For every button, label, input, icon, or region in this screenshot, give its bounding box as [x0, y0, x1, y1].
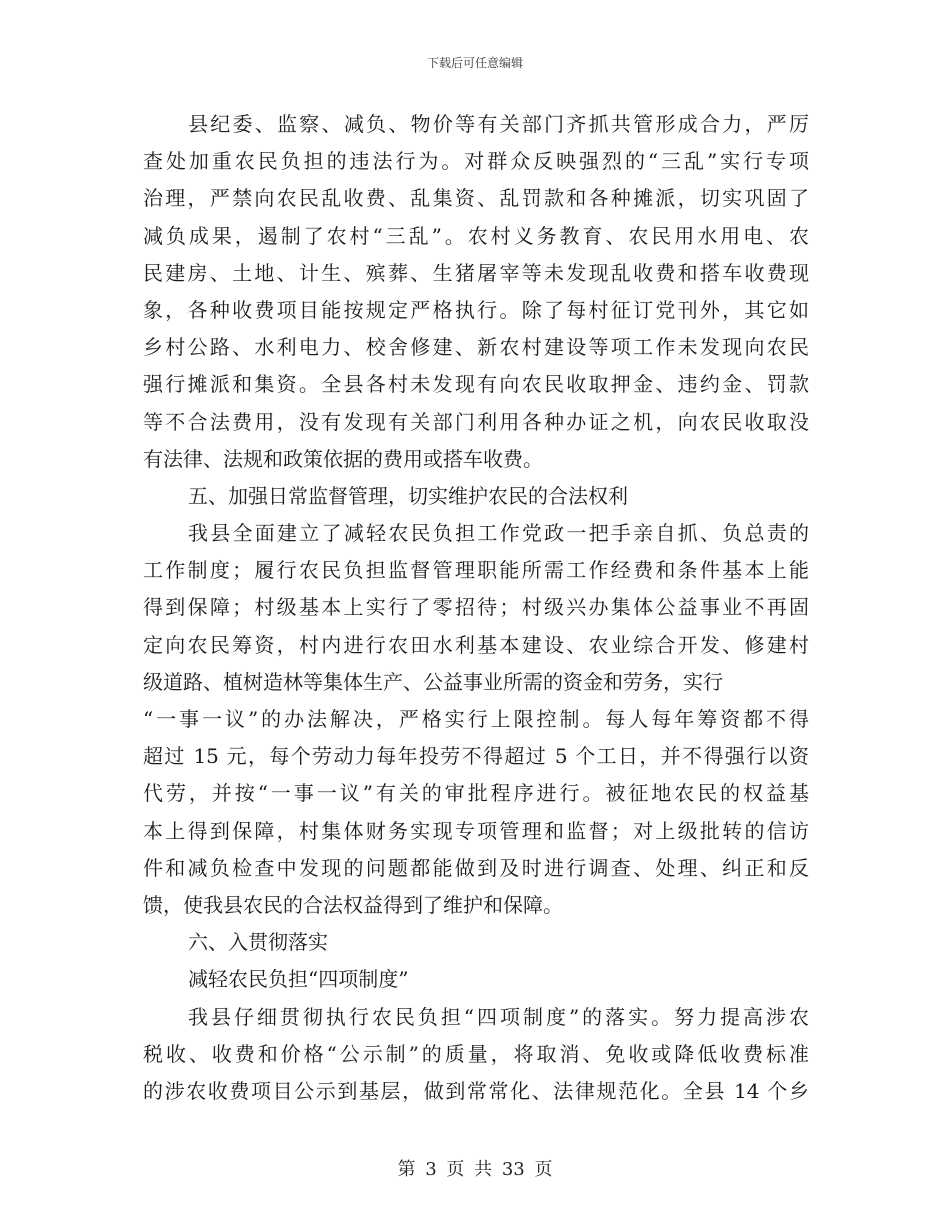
- text-line: 查处加重农民负担的违法行为。对群众反映强烈的“三乱”实行专项: [143, 149, 809, 174]
- page-number: 第 3 页 共 33 页: [397, 1159, 553, 1180]
- text-line: 代劳，并按“一事一议”有关的审批程序进行。被征地农民的权益基: [143, 781, 809, 806]
- text-line: 县纪委、监察、减负、物价等有关部门齐抓共管形成合力，严厉: [188, 112, 809, 136]
- text-line: 减负成果，遏制了农村“三乱”。农村义务教育、农民用水用电、农: [143, 223, 809, 248]
- text-line: “一事一议”的办法解决，严格实行上限控制。每人每年筹资都不得: [143, 707, 809, 731]
- text-line: 等不合法费用，没有发现有关部门利用各种办证之机，向农民收取没: [143, 409, 809, 434]
- text-line: 我县全面建立了减轻农民负担工作党政一把手亲自抓、负总责的: [188, 521, 809, 546]
- text-line: 强行摊派和集资。全县各村未发现有向农民收取押金、违约金、罚款: [143, 372, 809, 397]
- text-line: 级道路、植树造林等集体生产、公益事业所需的资金和劳务，实行: [143, 669, 723, 694]
- text-line: 我县仔细贯彻执行农民负担“四项制度”的落实。努力提高涉农: [188, 1004, 809, 1029]
- text-line: 定向农民筹资，村内进行农田水利基本建设、农业综合开发、修建村: [143, 632, 809, 657]
- text-line: 乡村公路、水利电力、校舍修建、新农村建设等项工作未发现向农民: [143, 335, 809, 360]
- text-line: 民建房、土地、计生、殡葬、生猪屠宰等未发现乱收费和搭车收费现: [143, 260, 809, 285]
- page-header-note: 下载后可任意编辑: [426, 56, 523, 70]
- text-line: 治理，严禁向农民乱收费、乱集资、乱罚款和各种摊派，切实巩固了: [143, 186, 809, 211]
- text-line: 得到保障；村级基本上实行了零招待；村级兴办集体公益事业不再固: [143, 595, 809, 620]
- section-heading: 六、入贯彻落实: [188, 930, 328, 955]
- text-line: 工作制度；履行农民负担监督管理职能所需工作经费和条件基本上能: [143, 558, 809, 583]
- text-line: 本上得到保障，村集体财务实现专项管理和监督；对上级批转的信访: [143, 818, 809, 843]
- text-line: 税收、收费和价格“公示制”的质量，将取消、免收或降低收费标准: [143, 1041, 809, 1066]
- text-line: 件和减负检查中发现的问题都能做到及时进行调查、处理、纠正和反: [143, 855, 809, 880]
- section-heading: 五、加强日常监督管理，切实维护农民的合法权利: [188, 483, 628, 508]
- text-line: 象，各种收费项目能按规定严格执行。除了每村征订党刊外，其它如: [143, 297, 809, 322]
- text-line: 馈，使我县农民的合法权益得到了维护和保障。: [143, 892, 563, 917]
- section-heading: 减轻农民负担“四项制度”: [188, 967, 409, 992]
- text-line: 超过 15 元，每个劳动力每年投劳不得超过 5 个工日，并不得强行以资: [143, 744, 809, 769]
- document-body: [143, 106, 809, 1110]
- text-line: 的涉农收费项目公示到基层，做到常常化、法律规范化。全县 14 个乡: [143, 1078, 809, 1103]
- text-line: 有法律、法规和政策依据的费用或搭车收费。: [143, 446, 543, 471]
